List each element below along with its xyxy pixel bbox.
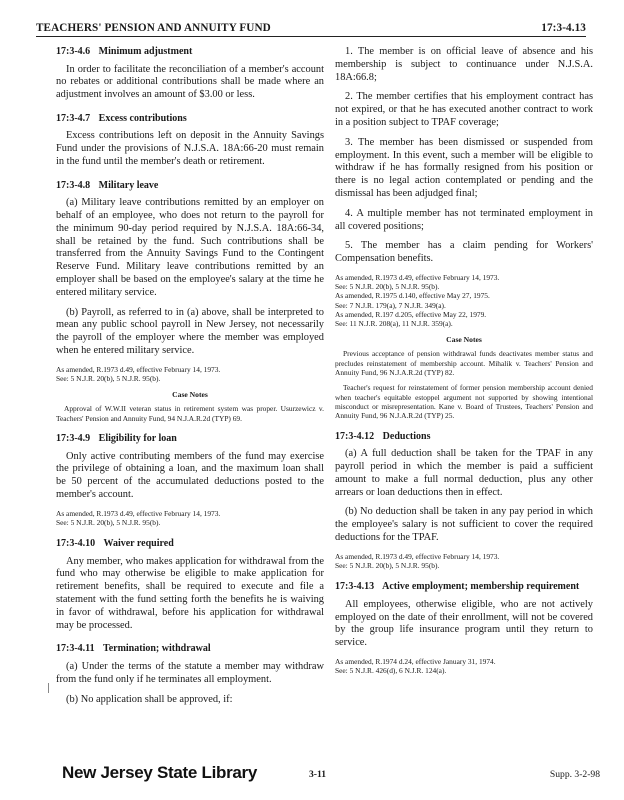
section-heading <box>56 643 324 655</box>
citation-block <box>56 509 324 528</box>
citation-line: As amended, R.1975 d.140, effective May 27, 1975. <box>335 291 490 301</box>
paragraph: (b) No application shall be approved, if: <box>66 693 233 705</box>
paragraph: In order to facilitate the reconciliation of a member's account no rebates or additional contributions shall be made where an adjustment involves an amount of $3.00 or less. <box>56 63 324 101</box>
section-number: 17:3-4.13 <box>335 581 375 593</box>
citation-block <box>56 365 324 384</box>
list-item: 2. The member certifies that his employment contract has not expired, or that he has executed another contract to work in a position subject to TPAF coverage; <box>335 91 593 128</box>
section-title: Eligibility for loan <box>98 433 177 444</box>
section-number: 17:3-4.10 <box>56 538 96 550</box>
section-title: Waiver required <box>103 538 174 550</box>
section-number: 17:3-4.7 <box>56 112 91 124</box>
header-section-number: 17:3-4.13 <box>541 22 586 34</box>
section-heading <box>56 433 324 445</box>
case-notes-heading: Case Notes <box>446 335 482 345</box>
section-heading <box>56 46 324 58</box>
paragraph: Only active contributing members of the fund may exercise the privilege of obtaining a loan, and the maximum loan shall be 50 percent of the accumulated deductions posted to the member's account. <box>56 450 324 500</box>
library-stamp: New Jersey State Library <box>62 763 258 782</box>
citation-line: As amended, R.1973 d.49, effective February 14, 1973. <box>56 508 221 518</box>
section-title: Excess contributions <box>98 112 187 124</box>
header-title: TEACHERS' PENSION AND ANNUITY FUND <box>36 22 271 34</box>
list-item: 1. The member is on official leave of absence and his membership is subject to continuance under N.J.S.A. 18A:66.8; <box>335 46 593 83</box>
list-item: 5. The member has a claim pending for Workers' Compensation benefits. <box>335 240 593 265</box>
paragraph: All employees, otherwise eligible, who are not actively employed on the date of their enrollment, will not be covered by the group life insurance program until they return to service. <box>335 598 593 649</box>
paragraph: (a) A full deduction shall be taken for the TPAF in any payroll period in which the member is paid a sufficient amount to make a full normal deduction, plus any other arrears or loan deductions then in effect. <box>335 448 593 498</box>
citation-line: See: 5 N.J.R. 20(b), 5 N.J.R. 95(b). <box>56 517 161 527</box>
paragraph: (b) No deduction shall be taken in any pay period in which the employee's salary is not sufficient to cover the required deductions for the TPAF. <box>335 506 593 544</box>
paragraph: (a) Under the terms of the statute a member may withdraw from the fund only if he terminates all employment. <box>56 660 324 685</box>
paragraph: Any member, who makes application for withdrawal from the fund who may otherwise be eligible to make application for retirement benefits, shall be required to execute and file a statement with the fund setting forth the benefits he is waiving in favor of withdrawal, before his application for withdrawal may be processed. <box>56 555 324 631</box>
section-title: Deductions <box>382 430 431 442</box>
citation-line: See: 7 N.J.R. 179(a), 7 N.J.R. 349(a). <box>335 300 446 310</box>
citation-block <box>335 552 593 571</box>
section-number: 17:3-4.11 <box>56 643 95 655</box>
section-title: Military leave <box>98 179 159 191</box>
section-heading <box>335 581 593 593</box>
section-heading <box>335 431 593 443</box>
citation-line: See: 5 N.J.R. 426(d), 6 N.J.R. 124(a). <box>335 666 447 676</box>
citation-line: As amended, R.197 d.205, effective May 22, 1979. <box>335 309 487 319</box>
paragraph: Excess contributions left on deposit in the Annuity Savings Fund under the provisions of N.J.S.A. 18A:66-20 must remain in the fund until the member's death or retirement. <box>56 130 324 167</box>
paragraph: (b) Payroll, as referred to in (a) above, shall be interpreted to mean any public school payroll in New Jersey, not necessarily the payroll of the employer where the member was employed when he entered military service. <box>56 306 324 357</box>
citation-block <box>335 657 593 676</box>
section-heading <box>56 538 324 550</box>
list-item: 4. A multiple member has not terminated employment in all covered positions; <box>335 207 593 232</box>
right-column <box>335 46 593 683</box>
paragraph: (a) Military leave contributions remitted by an employer on behalf of an employee, who does not return to the payroll for the minimum 90-day period required by N.J.S.A. 18A:66-34, shall be retained by the fund. Such contributions shall be transferred from the Annuity Savings Fund to the Contingent Reserve Fund. Military leave contributions remitted by an employer shall be based on the employee's salary at the time he entered military service. <box>56 197 324 298</box>
citation-line: As amended, R.1974 d.24, effective January 31, 1974. <box>335 657 496 667</box>
citation-line: See: 5 N.J.R. 20(b), 5 N.J.R. 95(b). <box>335 282 440 292</box>
citation-line: As amended, R.1973 d.49, effective February 14, 1973. <box>335 551 500 561</box>
citation-line: See: 5 N.J.R. 20(b), 5 N.J.R. 95(b). <box>335 561 440 571</box>
page-footer <box>62 763 600 787</box>
case-note: Teacher's request for reinstatement of former pension membership account denied when teacher's equitable estoppel argument not supported by showing intentional misconduct or misrepresentation. Kane v. Board of Trustees, Teachers' Pension and Annuity Fund, 96 N.J.A.R.2d (TYP) 25. <box>335 383 593 421</box>
citation-line: See: 11 N.J.R. 208(a), 11 N.J.R. 359(a). <box>335 319 453 329</box>
supplement-date: Supp. 3-2-98 <box>549 769 600 780</box>
case-note: Previous acceptance of pension withdrawal funds deactivates member status and precludes reinstatement of membership account. Mihalik v. Teachers' Pension and Annuity Fund, 96 N.J.A.R.2d (TYP) 82. <box>335 349 593 378</box>
section-title: Active employment; membership requirement <box>382 581 580 593</box>
section-heading <box>56 113 324 125</box>
citation-block <box>335 273 593 329</box>
section-title: Termination; withdrawal <box>102 643 211 655</box>
case-note: Approval of W.W.II veteran status in retirement system was proper. Usurzewicz v. Teachers' Pension and Annuity Fund, 94 N.J.A.R.2d (TYP) 69. <box>56 404 324 423</box>
section-number: 17:3-4.12 <box>335 430 375 442</box>
case-notes-heading: Case Notes <box>172 390 208 400</box>
section-title: Minimum adjustment <box>98 46 193 57</box>
list-item: 3. The member has been dismissed or suspended from employment. In this event, such a member will be eligible to withdraw if he has formally resigned from his position or there is no legal action contemplated or pending and the dismissal has been adjudged final; <box>335 136 593 199</box>
left-column <box>56 46 324 713</box>
section-number: 17:3-4.9 <box>56 433 91 444</box>
citation-line: As amended, R.1973 d.49, effective February 14, 1973. <box>335 272 500 282</box>
citation-line: See: 5 N.J.R. 20(b), 5 N.J.R. 95(b). <box>56 374 161 384</box>
section-number: 17:3-4.6 <box>56 46 91 57</box>
section-number: 17:3-4.8 <box>56 179 91 191</box>
citation-line: As amended, R.1973 d.49, effective February 14, 1973. <box>56 364 221 374</box>
page-number: 3-11 <box>309 769 327 780</box>
running-header <box>36 14 586 37</box>
section-heading <box>56 180 324 192</box>
margin-mark <box>48 683 49 693</box>
